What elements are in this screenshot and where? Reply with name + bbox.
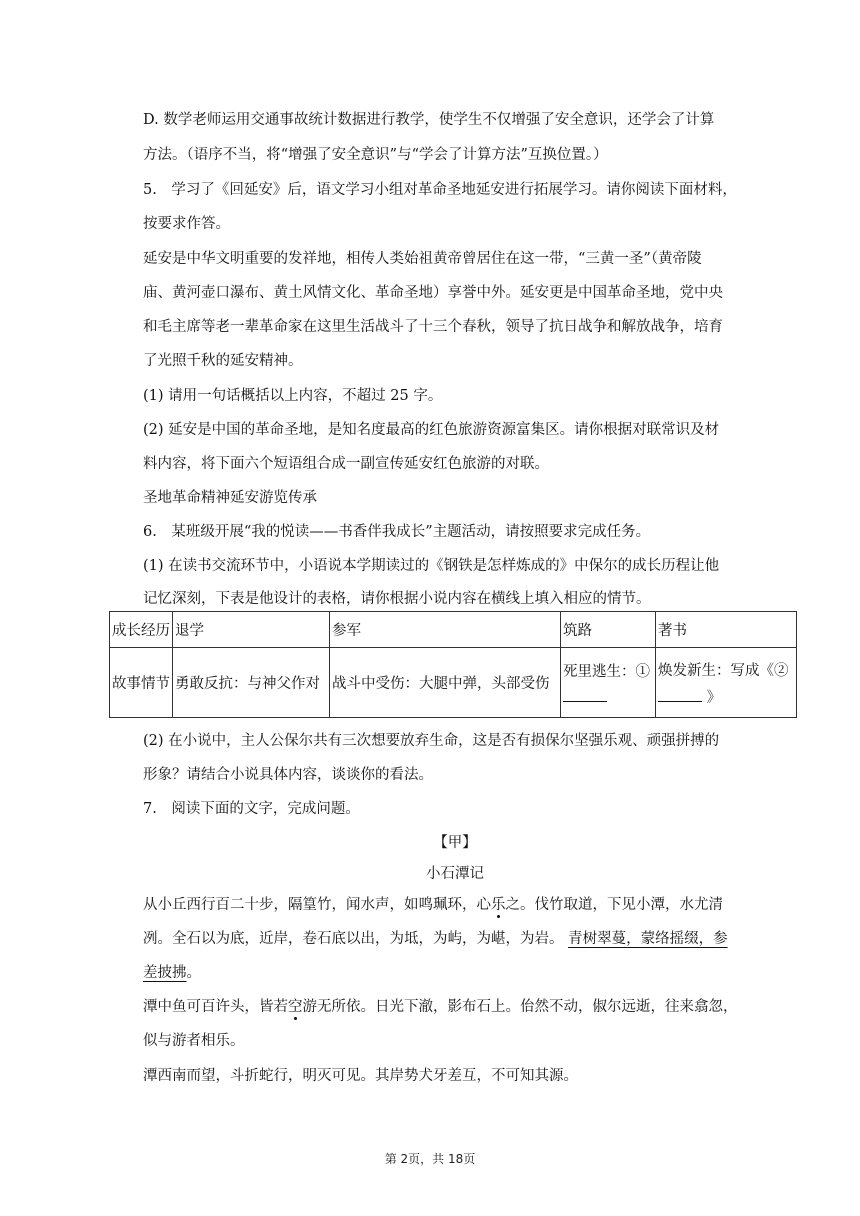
- underlined-text: 差披拂: [143, 965, 187, 981]
- question-6-sub-2-line-1: (2) 在小说中，主人公保尔共有三次想要放弃生命，这是否有损保尔坚强乐观、顽强拼搏的: [143, 733, 720, 749]
- phrase-list: 圣地革命精神延安游览传承: [143, 490, 317, 506]
- table-row-label: 故事情节: [110, 648, 173, 718]
- question-5-sub-2-line-1: (2) 延安是中国的革命圣地，是知名度最高的红色旅游资源富集区。请你根据对联常识及材: [143, 422, 720, 438]
- dotted-char: 空: [288, 999, 303, 1015]
- answer-blank-2[interactable]: [658, 687, 702, 702]
- material-line-3: 和毛主席等老一辈革命家在这里生活战斗了十三个春秋，领导了抗日战争和解放战争，培育: [143, 319, 723, 335]
- material-line-2: 庙、黄河壶口瀑布、黄土风情文化、革命圣地）享誉中外。延安更是中国革命圣地，党中央: [143, 285, 723, 301]
- underlined-text: 青树翠蔓，蒙络摇缀，参: [568, 931, 728, 947]
- question-6-sub-1-line-1: (1) 在读书交流环节中，小语说本学期读过的《钢铁是怎样炼成的》中保尔的成长历程让他: [143, 558, 720, 574]
- section-jia-heading: 【甲】: [433, 835, 477, 851]
- question-5-sub-2-line-2: 料内容，将下面六个短语组合成一副宣传延安红色旅游的对联。: [143, 456, 549, 472]
- table-header-cell: 成长经历: [110, 612, 173, 648]
- table-cell-blank-1: [561, 648, 656, 718]
- material-line-1: 延安是中华文明重要的发祥地，相传人类始祖黄帝曾居住在这一带，“三黄一圣”（黄帝陵: [143, 251, 702, 267]
- essay-paragraph-1-line-3: [143, 963, 783, 983]
- table-header-cell: 退学: [173, 612, 330, 648]
- text-span: 潭中鱼可百许头，皆若: [143, 999, 288, 1015]
- question-7-line: 7. 阅读下面的文字，完成问题。: [143, 801, 360, 817]
- essay-paragraph-2-line-2: 似与游者相乐。: [143, 1033, 245, 1049]
- table-cell: 战斗中受伤：大腿中弹，头部受伤: [330, 648, 561, 718]
- text-span: 。: [186, 965, 201, 981]
- table-header-cell: 筑路: [561, 612, 656, 648]
- answer-blank-1[interactable]: [563, 687, 607, 702]
- essay-paragraph-2-line-1: [143, 997, 783, 1017]
- text-span: 之。伐竹取道，下见小潭，水尤清: [505, 897, 723, 913]
- dotted-char: 乐: [491, 897, 506, 913]
- text-span: 冽。全石以为底，近岸，卷石底以出，为坻，为屿，为嵁，为岩。: [143, 931, 564, 947]
- question-5-sub-1: (1) 请用一句话概括以上内容，不超过 25 字。: [143, 388, 443, 404]
- question-5-line-2: 按要求作答。: [143, 216, 230, 232]
- table-header-row: [110, 612, 797, 648]
- table-cell: 勇敢反抗：与神父作对: [173, 648, 330, 718]
- question-5-line-1: 5. 学习了《回延安》后，语文学习小组对革命圣地延安进行拓展学习。请你阅读下面材料，: [143, 182, 737, 198]
- question-6-sub-1-line-2: 记忆深刻，下表是他设计的表格，请你根据小说内容在横线上填入相应的情节。: [143, 591, 651, 607]
- essay-paragraph-3: 潭西南而望，斗折蛇行，明灭可见。其岸势犬牙差互，不可知其源。: [143, 1068, 578, 1084]
- material-line-4: 了光照千秋的延安精神。: [143, 353, 303, 369]
- essay-paragraph-1-line-1: [143, 895, 783, 915]
- question-6-sub-2-line-2: 形象？请结合小说具体内容，谈谈你的看法。: [143, 767, 433, 783]
- blank-2-label: 焕发新生：写成《②: [658, 662, 789, 679]
- essay-title: 小石潭记: [426, 866, 484, 882]
- essay-paragraph-1-line-2: [143, 929, 783, 949]
- growth-table: [109, 611, 797, 718]
- blank-2-close: 》: [706, 689, 722, 706]
- option-d-line-1: D. 数学老师运用交通事故统计数据进行教学，使学生不仅增强了安全意识，还学会了计算: [143, 112, 715, 128]
- text-span: 游无所依。日光下澈，影布石上。佁然不动，俶尔远逝，往来翕忽，: [302, 999, 738, 1015]
- table-header-cell: 著书: [656, 612, 797, 648]
- page-footer: 第 2页，共 18页: [384, 1152, 476, 1166]
- table-row: [110, 648, 797, 718]
- table-cell-blank-2: [656, 648, 797, 718]
- table-header-cell: 参军: [330, 612, 561, 648]
- blank-1-label: 死里逃生：①: [563, 663, 650, 680]
- text-span: 从小丘西行百二十步，隔篁竹，闻水声，如鸣珮环，心: [143, 897, 491, 913]
- question-6-line: 6. 某班级开展“我的悦读——书香伴我成长”主题活动，请按照要求完成任务。: [143, 524, 651, 540]
- option-d-line-2: 方法。（语序不当，将“增强了安全意识”与“学会了计算方法”互换位置。）: [143, 147, 608, 163]
